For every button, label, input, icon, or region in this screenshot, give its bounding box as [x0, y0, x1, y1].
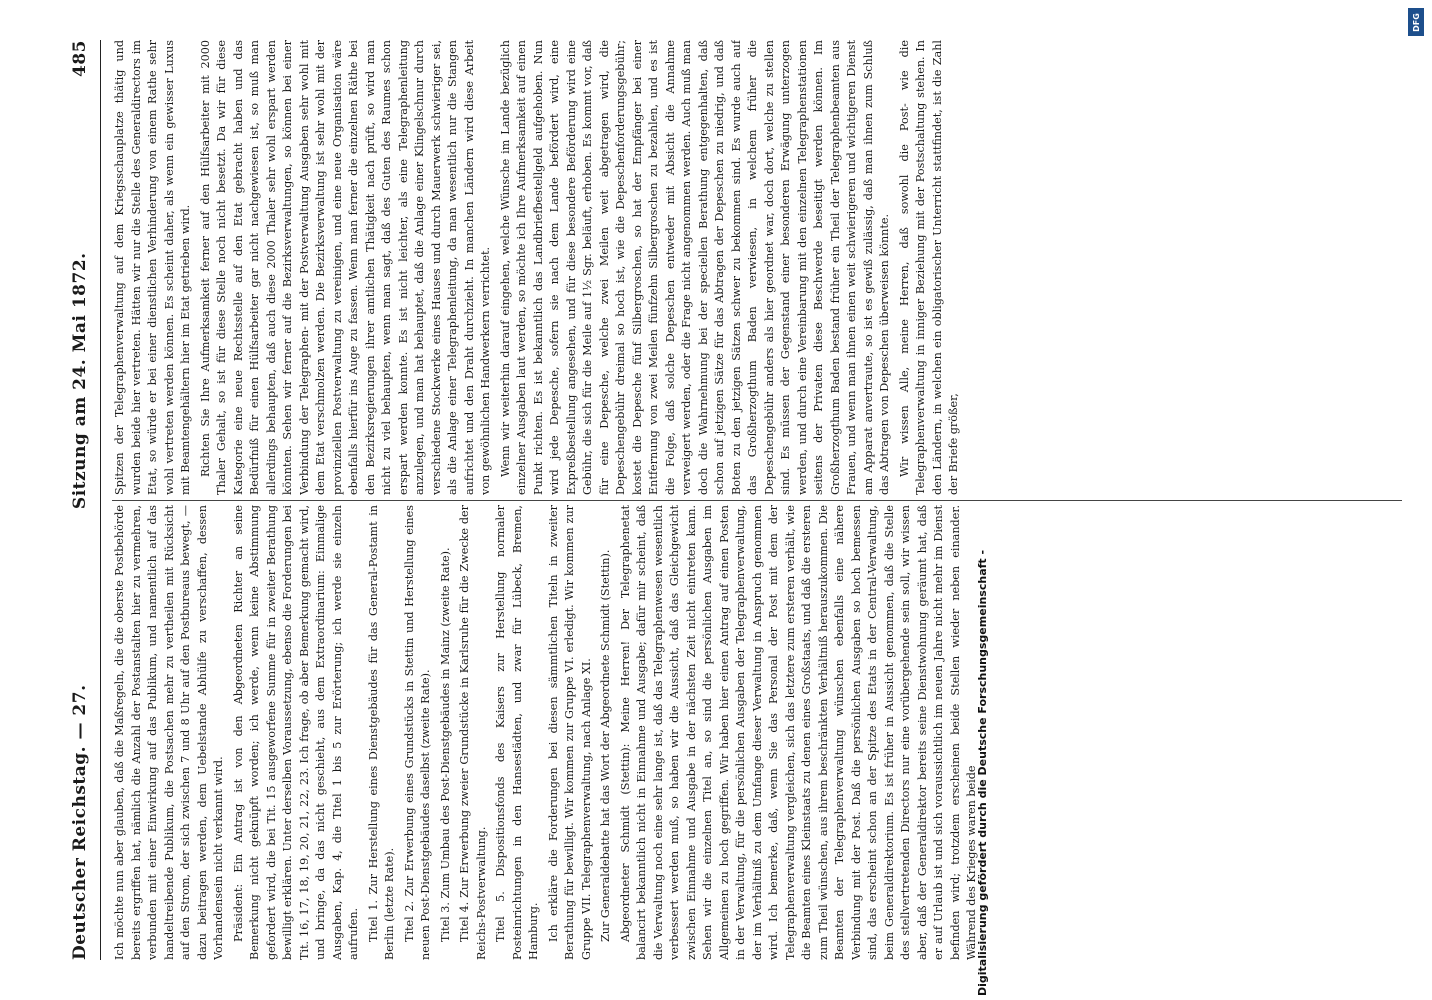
paragraph: Zur Generaldebatte hat das Wort der Abgeordnete Schmidt (Stettin).: [599, 549, 612, 942]
paragraph: Wenn wir weiterhin darauf eingehen, welche Wünsche im Lande bezüglich einzelner Ausgaben laut werden, so möchte ich Ihre Aufmerksamkeit auf einen Punkt richten. Es ist bekanntlich das Landbriefbestellgeld aufgehoben. Nun wird jede Depesche, sofern sie nach dem Lande befördert wird, eine Expreßbestellung angesehen, und für diese besondere Beförderung wird eine Gebühr, die sich für die Meile auf 1½ Sgr. beläuft, erhoben. Es kommt vor, daß für eine Depesche, welche zwei Meilen weit abgetragen wird, die Depeschengebühr dreimal so hoch ist, wie die Depeschenforderungsgebühr; kostet die Depesche fünf Silbergroschen, so hat der Empfänger bei einer Entfernung von zwei Meilen fünfzehn Silbergroschen zu bezahlen, und es ist die Folge, daß solche Depeschen entweder mit Absicht die Annahme verweigert werden, oder die Frage nicht angenommen werden. Auch muß man doch die Wahrnehmung bei der speciellen Berathung entgegenhalten, daß schon auf jetzigen Sätze für das Abtragen der Depeschen zu niedrig, und daß Boten zu den jetzigen Sätzen schwer zu bekommen sind. Es wurde auch auf das Großherzogthum Baden verwiesen, in welchem früher die Depeschengebühr anders als hier geordnet war, doch dort, welche zu stellen sind. Es müssen der Gegenstand einer besonderen Erwägung unterzogen werden, und durch eine Vereinbarung mit den einzelnen Telegraphenstationen seitens der Privaten diese Beschwerde beseitigt werden können. Im Großherzogthum Baden bestand früher ein Theil der Telegraphenbeamten aus Frauen, und wenn man ihnen einen weit schwierigeren und wichtigeren Dienst am Apparat anvertraute, so ist es gewiß zulässig, daß man ihnen zum Schluß das Abtragen von Depeschen überweisen könnte.: [498, 40, 891, 495]
column-divider: [112, 500, 1402, 501]
right-column: [112, 40, 1402, 495]
page-number: 485: [70, 40, 90, 78]
list-item: Titel 2. Zur Erwerbung eines Grundstücks in Stettin und Herstellung eines neuen Post-Dienstgebäudes daselbst (zweite Rate).: [402, 505, 432, 960]
paragraph: Ich möchte nun aber glauben, daß die Maßregeln, die die oberste Postbehörde bereits ergriffen hat, nämlich die Anzahl der Postanstalten hier zu vermehren, verbunden mit einer Einwirkung auf das Publikum, und namentlich auf das handeltreibende Publikum, die Postsachen mehr zu vertheilen mit Rücksicht auf den Strom, der sich zwischen 7 und 8 Uhr auf den Postbureaus bewegt, — dazu beitragen werden, dem Uebelstande Abhülfe zu verschaffen, dessen Vorhandensein nicht verkannt wird.: [113, 505, 225, 960]
dfg-logo: DFG: [1408, 8, 1424, 36]
list-item: Titel 4. Zur Erwerbung zweier Grundstücke in Karlsruhe für die Zwecke der Reichs-Postverwaltung.: [458, 505, 488, 960]
paragraph: Richten Sie Ihre Aufmerksamkeit ferner auf den Hülfsarbeiter mit 2000 Thaler Gehalt, so ist für diese Stelle noch nicht besetzt. Da wir für diese Kategorie eine neue Rechtsstelle auf den Etat gebracht haben und das Bedürfniß für einen Hülfsarbeiter gar nicht nachgewiesen ist, so muß man allerdings behaupten, daß auch diese 2000 Thaler sehr wohl erspart werden könnten. Sehen wir ferner auf die Bezirksverwaltungen, so können bei einer Verbindung der Telegraphen- mit der Postverwaltung Ausgaben sehr wohl mit dem Etat verschmolzen werden. Die Bezirksverwaltung ist sehr wohl mit der provinziellen Postverwaltung zu vereinigen, und eine neue Organisation wäre ebenfalls hierfür ins Auge zu fassen. Wenn man ferner die einzelnen Räthe bei den Bezirksregierungen ihrer amtlichen Thätigkeit nach prüft, so wird man nicht zu viel behaupten, wenn man sagt, daß des Guten des Raumes schon erspart werden konnte. Es ist nicht leichter, als eine Telegraphenleitung anzulegen, und man hat behauptet, daß die Anlage einer Klingelschnur durch verschiedene Stockwerke eines Hauses und durch Mauerwerk schwieriger sei, als die Anlage einer Telegraphenleitung, da man wesentlich nur die Stangen aufrichtet und den Draht durchzieht. In manchen Ländern wird diese Arbeit von gewöhnlichen Handwerkern verrichtet.: [198, 40, 492, 495]
paragraph: Präsident: Ein Antrag ist von den Abgeordneten Richter an seine Bemerkung nicht geknüpft worden; ich werde, wenn keine Abstimmung gefordert wird, die bei Tit. 15 ausgeworfene Summe für in zweiter Berathung bewilligt erklären. Unter derselben Voraussetzung, ebenso die Forderungen bei Tit. 16, 17, 18, 19, 20, 21, 22, 23. Ich frage, ob aber Bemerkung gemacht wird, und bringe, da das nicht geschieht, aus dem Extraordinarium: Einmalige Ausgaben, Kap. 4, die Titel 1 bis 5 zur Erörterung; ich werde sie einzeln aufrufen.: [231, 505, 360, 960]
header-left: Deutscher Reichstag. — 27.: [70, 684, 90, 960]
paragraph: Ich erkläre die Forderungen bei diesen sämmtlichen Titeln in zweiter Berathung für bewilligt. Wir kommen zur Gruppe VI. erledigt. Wir kommen zur Gruppe VII. Telegraphenverwaltung, nach Anlage XI.: [546, 505, 593, 960]
paragraph: Abgeordneter Schmidt (Stettin): Meine Herren! Der Telegraphenetat balancirt bekanntlich nicht in Einnahme und Ausgabe; dafür mir scheint, daß die Verwaltung noch eine sehr lange ist, daß das Telegraphenwesen wesentlich verbessert werden muß, so haben wir die Aussicht, daß das Gleichgewicht zwischen Einnahme und Ausgabe in der nächsten Zeit nicht eintreten kann. Sehen wir die einzelnen Titel an, so sind die persönlichen Ausgaben im Allgemeinen zu hoch gegriffen. Wir haben hier einen Antrag auf einen Posten in der Verwaltung, für die persönlichen Ausgaben der Telegraphenverwaltung, der im Verhältniß zu dem Umfange dieser Verwaltung in Anspruch genommen wird. Ich bemerke, daß, wenn Sie das Personal der Post mit dem der Telegraphenverwaltung vergleichen, sich das letztere zum ersteren verhält, wie die Beamten eines Kleinstaats zu denen eines Großstaats, und daß die ersteren zum Theil wünschen, aus ihrem beschränkten Verhältniß herauszukommen. Die Beamten der Telegraphenverwaltung wünschen ebenfalls eine nähere Verbindung mit der Post. Daß die persönlichen Ausgaben so hoch bemessen sind, das erscheint schon an der Spitze des Etats in der Central-Verwaltung, beim Generaldirektorium. Es ist früher in Aussicht genommen, daß die Stelle des stellvertretenden Directors nur eine vorübergehende sein soll, wir wissen aber, daß der Generaldirektor bereits seine Dienstwohnung geräumt hat, daß er auf Urlaub ist und sich voraussichtlich im neuen Jahre nicht mehr im Dienst befinden wird; trotzdem erscheinen beide Stellen wieder neben einander. Während des Krieges waren beide: [618, 505, 978, 960]
list-item: Titel 1. Zur Herstellung eines Dienstgebäudes für das General-Postamt in Berlin (letzte Rate).: [366, 505, 396, 960]
paragraph: Wir wissen Alle, meine Herren, daß sowohl die Post- wie die Telegraphenverwaltung in inniger Beziehung mit der Postschaltung stehen. In den Ländern, in welchen ein obligatorischer Unterricht stattfindet, ist die Zahl der Briefe größer,: [897, 40, 960, 495]
paragraph: Spitzen der Telegraphenverwaltung auf dem Kriegsschauplatze thätig und wurden beide hier vertreten. Hätten wir nur die Stelle des Generaldirectors im Etat, so würde er bei einer dienstlichen Verhinderung von einem Rathe sehr wohl vertreten werden können. Es scheint daher, als wenn ein gewisser Luxus mit Beamtengehältern hier im Etat getrieben wird.: [113, 40, 192, 495]
header-center: Sitzung am 24. Mai 1872.: [70, 252, 90, 510]
page-header: [60, 40, 101, 960]
watermark-text: Digitalisierung gefördert durch die Deutsche Forschungsgemeinschaft -: [975, 549, 989, 996]
list-item: Titel 3. Zum Umbau des Post-Dienstgebäudes in Mainz (zweite Rate).: [438, 547, 452, 942]
list-item: Titel 5. Dispositionsfonds des Kaisers zur Herstellung normaler Posteinrichtungen in den Hansestädten, und zwar für Lübeck, Bremen, Hamburg.: [494, 505, 540, 960]
left-column: [112, 505, 1402, 960]
digitization-watermark: [975, 0, 1426, 1000]
